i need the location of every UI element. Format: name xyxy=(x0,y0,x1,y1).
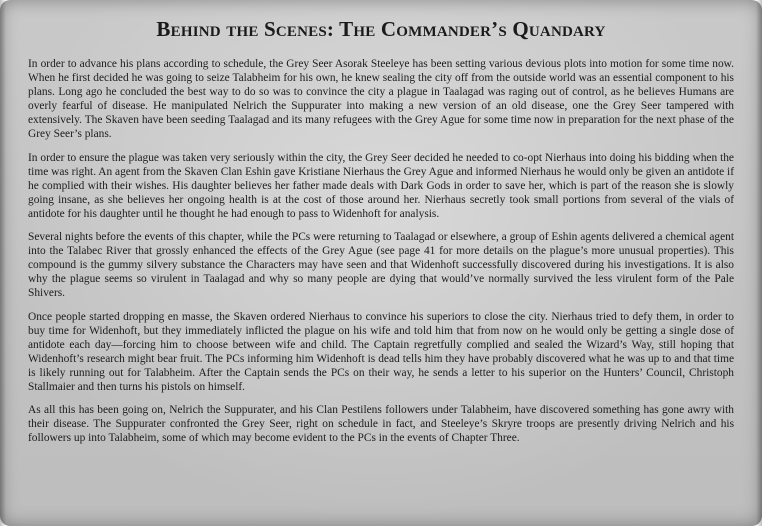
left-edge-shadow xyxy=(0,0,6,526)
paragraph-1: In order to advance his plans according to schedule, the Grey Seer Asorak Steeleye has been setting various devious plots into motion for some time now. When he first decided he was going to seize Talabheim for his own, he knew sealing the city off from the outside world was an essential component to his plans. Long ago he concluded the best way to do so was to convince the city a plague in Taalagad was raging out of control, as he believes Humans are overly fearful of disease. He manipulated Nelrich the Suppurater into making a new version of an old disease, one the Grey Seer tampered with extensively. The Skaven have been seeding Taalagad and its many refugees with the Grey Ague for some time now in preparation for the next phase of the Grey Seer’s plans. xyxy=(28,58,734,141)
paragraph-2: In order to ensure the plague was taken very seriously within the city, the Grey Seer decided he needed to co-opt Nierhaus into doing his bidding when the time was right. An agent from the Skaven Clan Eshin gave Kristiane Nierhaus the Grey Ague and informed Nierhaus he would only be given an antidote if he complied with their wishes. His daughter believes her father made deals with Dark Gods in order to save her, which is part of the reason she is slowly going insane, as she believes her ongoing health is at the cost of those around her. Nierhaus secretly took small portions from several of the vials of antidote for his daughter until he thought he had enough to pass to Widenhoft for analysis. xyxy=(28,151,734,220)
sidebar-title: Behind the Scenes: The Commander’s Quandary xyxy=(156,17,606,41)
paragraph-5: As all this has been going on, Nelrich the Suppurater, and his Clan Pestilens followers under Talabheim, have discovered something has gone awry with their disease. The Suppurater confronted the Grey Seer, right on schedule in fact, and Steeleye’s Skryre troops are presently driving Nelrich and his followers up into Talabheim, some of which may become evident to the PCs in the events of Chapter Three. xyxy=(28,404,734,445)
paragraph-3: Several nights before the events of this chapter, while the PCs were returning to Taalagad or elsewhere, a group of Eshin agents delivered a chemical agent into the Talabec River that grossly enhanced the effects of the Grey Ague (see page 41 for more details on the plague’s more unusual properties). This compound is the gummy silvery substance the Characters may have seen and that Widenhoft successfully discovered during his investigations. It is also why the plague seems so virulent in Taalagad and why so many people are dying that would’ve normally survived the less virulent form of the Pale Shivers. xyxy=(28,231,734,300)
sidebar-body xyxy=(28,57,734,454)
right-edge-shadow xyxy=(756,0,762,526)
paragraph-4: Once people started dropping en masse, the Skaven ordered Nierhaus to convince his superiors to close the city. Nierhaus tried to defy them, in order to buy time for Widenhoft, but they immediately inflicted the plague on his wife and told him that from now on he would only be getting a single dose of antidote each day—forcing him to choose between wife and child. The Captain regretfully complied and sealed the Wizard’s Way, still hoping that Widenhoft’s research might bear fruit. The PCs informing him Widenhoft is dead tells him they have probably discovered what he was up to and that time is likely running out for Talabheim. After the Captain sends the PCs on their way, he sends a letter to his superior on the Hunters’ Council, Christoph Stallmaier and then turns his pistols on himself. xyxy=(28,310,734,393)
